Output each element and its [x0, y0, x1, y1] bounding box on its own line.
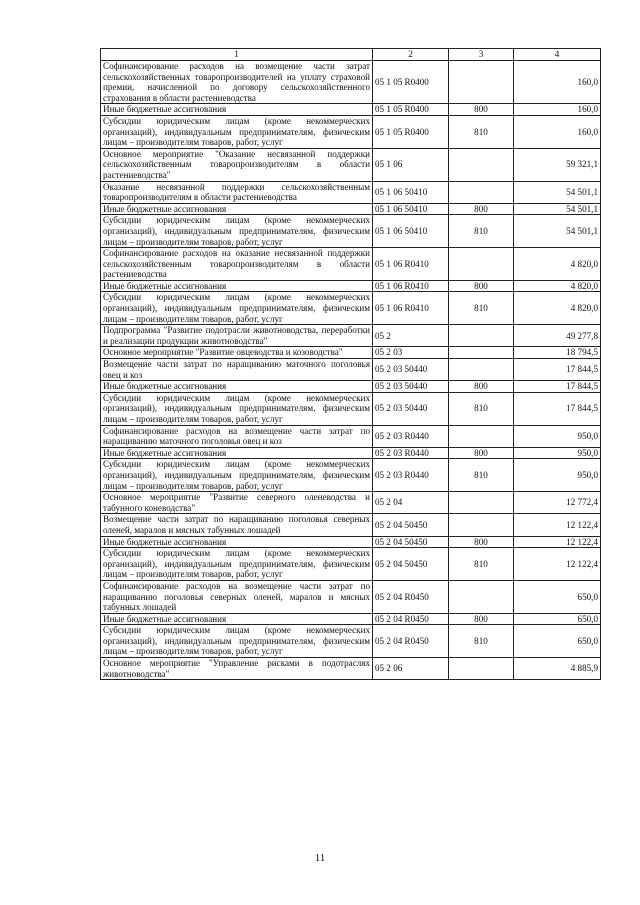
table-row	[101, 425, 601, 447]
row-expense-type-cell: 810	[449, 215, 514, 248]
table-row	[101, 181, 601, 203]
table-row	[101, 392, 601, 425]
row-amount-cell: 650,0	[514, 613, 601, 625]
row-amount-cell: 54 501,1	[514, 203, 601, 215]
row-name-cell: Субсидии юридическим лицам (кроме некоммерческих организаций), индивидуальным предпринимателям, физическим лицам – производителям товаров, работ, услуг	[101, 215, 373, 248]
row-expense-type-cell: 800	[449, 280, 514, 292]
table-row	[101, 381, 601, 393]
row-expense-type-cell: 800	[449, 203, 514, 215]
row-expense-type-cell: 800	[449, 536, 514, 548]
row-code-cell: 05 1 06 50410	[373, 203, 449, 215]
row-name-cell: Основное мероприятие "Развитие северного оленеводства и табунного коневодства"	[101, 492, 373, 514]
row-name-cell: Субсидии юридическим лицам (кроме некоммерческих организаций), индивидуальным предпринимателям, физическим лицам – производителям товаров, работ, услуг	[101, 625, 373, 658]
table-row	[101, 248, 601, 281]
row-name-cell: Субсидии юридическим лицам (кроме некоммерческих организаций), индивидуальным предпринимателям, физическим лицам – производителям товаров, работ, услуг	[101, 115, 373, 148]
row-expense-type-cell	[449, 181, 514, 203]
row-name-cell: Возмещение части затрат по наращиванию поголовья северных оленей, маралов и мясных табунных лошадей	[101, 514, 373, 536]
row-amount-cell: 12 122,4	[514, 548, 601, 581]
table-row	[101, 280, 601, 292]
row-amount-cell: 950,0	[514, 459, 601, 492]
table-row	[101, 347, 601, 359]
row-name-cell: Субсидии юридическим лицам (кроме некоммерческих организаций), индивидуальным предпринимателям, физическим лицам – производителям товаров, работ, услуг	[101, 392, 373, 425]
table-row	[101, 359, 601, 381]
row-amount-cell: 160,0	[514, 104, 601, 116]
row-code-cell: 05 1 06 50410	[373, 215, 449, 248]
row-amount-cell: 950,0	[514, 447, 601, 459]
row-name-cell: Иные бюджетные ассигнования	[101, 536, 373, 548]
table-row	[101, 203, 601, 215]
table-row	[101, 104, 601, 116]
table-row	[101, 514, 601, 536]
row-code-cell: 05 2 03 50440	[373, 392, 449, 425]
table-row	[101, 580, 601, 613]
row-code-cell: 05 1 05 R0400	[373, 115, 449, 148]
row-amount-cell: 12 122,4	[514, 536, 601, 548]
row-expense-type-cell	[449, 514, 514, 536]
row-name-cell: Субсидии юридическим лицам (кроме некоммерческих организаций), индивидуальным предпринимателям, физическим лицам – производителям товаров, работ, услуг	[101, 548, 373, 581]
row-expense-type-cell: 810	[449, 459, 514, 492]
row-amount-cell: 54 501,1	[514, 215, 601, 248]
row-expense-type-cell	[449, 425, 514, 447]
row-expense-type-cell: 800	[449, 104, 514, 116]
row-expense-type-cell: 810	[449, 625, 514, 658]
row-expense-type-cell	[449, 580, 514, 613]
row-amount-cell: 18 794,5	[514, 347, 601, 359]
table-row	[101, 61, 601, 104]
row-code-cell: 05 2 04 50450	[373, 536, 449, 548]
row-expense-type-cell	[449, 658, 514, 680]
row-expense-type-cell: 810	[449, 292, 514, 325]
row-amount-cell: 650,0	[514, 625, 601, 658]
row-code-cell: 05 1 06	[373, 148, 449, 181]
row-amount-cell: 950,0	[514, 425, 601, 447]
row-name-cell: Основное мероприятие "Развитие овцеводства и козоводства"	[101, 347, 373, 359]
row-code-cell: 05 1 06 R0410	[373, 280, 449, 292]
table-row	[101, 292, 601, 325]
row-code-cell: 05 2 03 50440	[373, 359, 449, 381]
row-amount-cell: 17 844,5	[514, 359, 601, 381]
row-expense-type-cell: 810	[449, 115, 514, 148]
row-expense-type-cell	[449, 359, 514, 381]
row-code-cell: 05 2 03 R0440	[373, 459, 449, 492]
row-amount-cell: 4 820,0	[514, 248, 601, 281]
row-name-cell: Иные бюджетные ассигнования	[101, 381, 373, 393]
row-code-cell: 05 1 06 R0410	[373, 248, 449, 281]
row-code-cell: 05 2 06	[373, 658, 449, 680]
table-row	[101, 447, 601, 459]
row-name-cell: Иные бюджетные ассигнования	[101, 613, 373, 625]
row-code-cell: 05 2 04 50450	[373, 514, 449, 536]
row-code-cell: 05 2 03 R0440	[373, 447, 449, 459]
row-amount-cell: 12 772,4	[514, 492, 601, 514]
header-col-2: 2	[373, 49, 449, 61]
table-row	[101, 625, 601, 658]
row-name-cell: Софинансирование расходов на возмещение части затрат по наращиванию поголовья северных оленей, маралов и мясных табунных лошадей	[101, 580, 373, 613]
table-row	[101, 548, 601, 581]
row-expense-type-cell	[449, 248, 514, 281]
row-name-cell: Основное мероприятие "Управление рисками в подотраслях животноводства"	[101, 658, 373, 680]
row-amount-cell: 4 820,0	[514, 292, 601, 325]
header-col-3: 3	[449, 49, 514, 61]
row-name-cell: Субсидии юридическим лицам (кроме некоммерческих организаций), индивидуальным предпринимателям, физическим лицам – производителям товаров, работ, услуг	[101, 459, 373, 492]
table-row	[101, 459, 601, 492]
row-amount-cell: 49 277,8	[514, 325, 601, 347]
row-code-cell: 05 1 05 R0400	[373, 104, 449, 116]
row-code-cell: 05 2 03	[373, 347, 449, 359]
row-code-cell: 05 2 03 R0440	[373, 425, 449, 447]
table-row	[101, 613, 601, 625]
row-expense-type-cell	[449, 347, 514, 359]
row-code-cell: 05 2 04 R0450	[373, 580, 449, 613]
row-amount-cell: 17 844,5	[514, 381, 601, 393]
row-amount-cell: 650,0	[514, 580, 601, 613]
row-amount-cell: 160,0	[514, 115, 601, 148]
budget-table	[100, 48, 601, 680]
table-row	[101, 115, 601, 148]
row-expense-type-cell: 800	[449, 613, 514, 625]
row-code-cell: 05 2	[373, 325, 449, 347]
row-name-cell: Иные бюджетные ассигнования	[101, 104, 373, 116]
row-amount-cell: 4 820,0	[514, 280, 601, 292]
row-code-cell: 05 2 03 50440	[373, 381, 449, 393]
row-expense-type-cell: 800	[449, 381, 514, 393]
row-name-cell: Субсидии юридическим лицам (кроме некоммерческих организаций), индивидуальным предпринимателям, физическим лицам – производителям товаров, работ, услуг	[101, 292, 373, 325]
row-expense-type-cell: 810	[449, 392, 514, 425]
row-code-cell: 05 2 04 R0450	[373, 613, 449, 625]
row-name-cell: Подпрограмма "Развитие подотрасли животноводства, переработки и реализации продукции животноводства"	[101, 325, 373, 347]
row-expense-type-cell: 800	[449, 447, 514, 459]
header-row	[101, 49, 601, 61]
row-name-cell: Оказание несвязанной поддержки сельскохозяйственным товаропроизводителям в области растениеводства	[101, 181, 373, 203]
table-row	[101, 658, 601, 680]
row-name-cell: Софинансирование расходов на возмещение части затрат по наращиванию маточного поголовья овец и коз	[101, 425, 373, 447]
row-amount-cell: 160,0	[514, 61, 601, 104]
row-code-cell: 05 1 06 R0410	[373, 292, 449, 325]
row-code-cell: 05 1 06 50410	[373, 181, 449, 203]
table-row	[101, 492, 601, 514]
row-code-cell: 05 1 05 R0400	[373, 61, 449, 104]
row-code-cell: 05 2 04 50450	[373, 548, 449, 581]
row-amount-cell: 4 885,9	[514, 658, 601, 680]
row-name-cell: Иные бюджетные ассигнования	[101, 447, 373, 459]
page-number: 11	[314, 852, 326, 864]
row-name-cell: Возмещение части затрат по наращиванию маточного поголовья овец и коз	[101, 359, 373, 381]
row-amount-cell: 54 501,1	[514, 181, 601, 203]
header-col-4: 4	[514, 49, 601, 61]
row-name-cell: Иные бюджетные ассигнования	[101, 280, 373, 292]
table-row	[101, 215, 601, 248]
row-name-cell: Софинансирование расходов на оказание несвязанной поддержки сельскохозяйственным товаропроизводителям в области растениеводства	[101, 248, 373, 281]
row-code-cell: 05 2 04 R0450	[373, 625, 449, 658]
row-name-cell: Софинансирование расходов на возмещение части затрат сельскохозяйственных товаропроизводителей на уплату страховой премии, начисленной по договору сельскохозяйственного страхования в области растениеводства	[101, 61, 373, 104]
row-expense-type-cell	[449, 148, 514, 181]
table-row	[101, 325, 601, 347]
row-code-cell: 05 2 04	[373, 492, 449, 514]
row-expense-type-cell	[449, 492, 514, 514]
row-expense-type-cell	[449, 325, 514, 347]
header-col-1: 1	[101, 49, 373, 61]
table-row	[101, 536, 601, 548]
row-name-cell: Иные бюджетные ассигнования	[101, 203, 373, 215]
row-expense-type-cell: 810	[449, 548, 514, 581]
row-amount-cell: 17 844,5	[514, 392, 601, 425]
row-name-cell: Основное мероприятие "Оказание несвязанной поддержки сельскохозяйственным товаропроизводителям в области растениеводства"	[101, 148, 373, 181]
row-expense-type-cell	[449, 61, 514, 104]
row-amount-cell: 59 321,1	[514, 148, 601, 181]
row-amount-cell: 12 122,4	[514, 514, 601, 536]
table-row	[101, 148, 601, 181]
